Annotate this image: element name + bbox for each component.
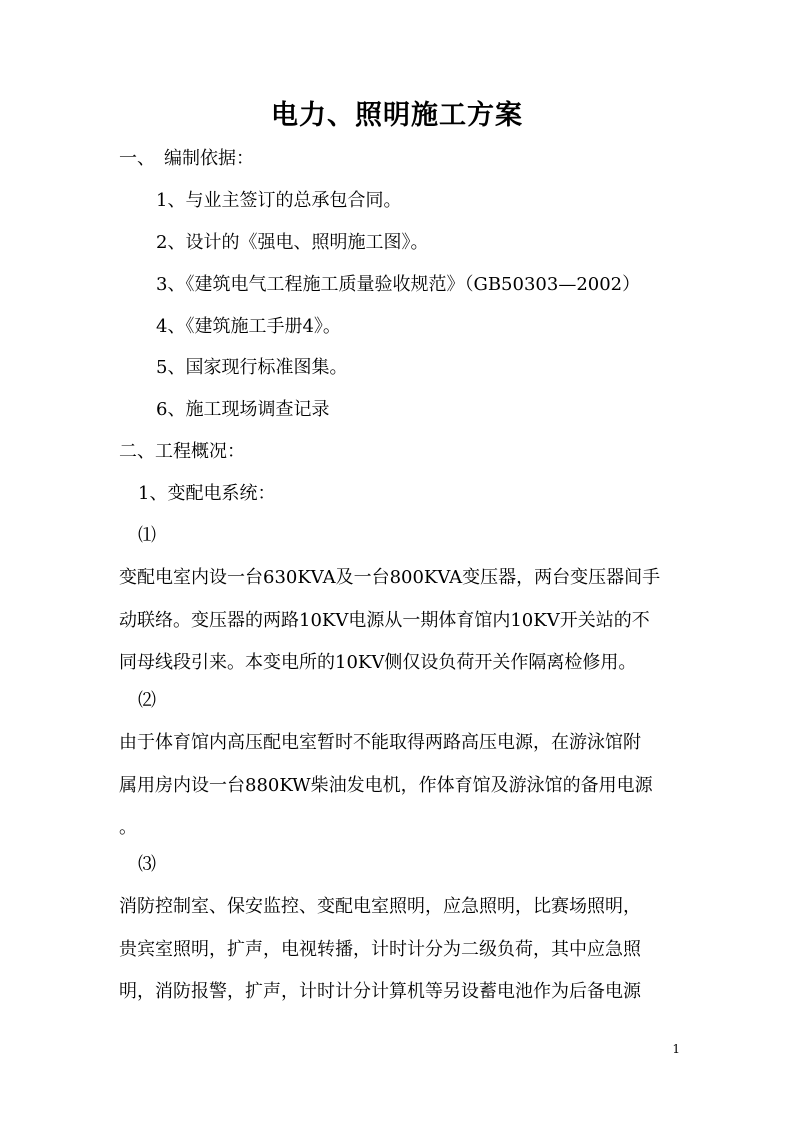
point-2-label: ⑵ xyxy=(138,690,156,711)
paragraph-line: 变配电室内设一台630KVA及一台800KVA变压器，两台变压器间手 xyxy=(119,567,661,588)
basis-item-5: 5、国家现行标准图集。 xyxy=(156,357,348,378)
page-number: 1 xyxy=(672,1042,680,1056)
basis-item-2: 2、设计的《强电、照明施工图》。 xyxy=(156,232,429,253)
paragraph-line: 消防控制室、保安监控、变配电室照明，应急照明，比赛场照明， xyxy=(119,896,641,917)
basis-item-1: 1、与业主签订的总承包合同。 xyxy=(156,190,402,211)
document-title: 电力、照明施工方案 xyxy=(271,100,523,131)
paragraph-line: 属用房内设一台880KW柴油发电机，作体育馆及游泳馆的备用电源 xyxy=(119,774,653,796)
point-2-paragraph xyxy=(119,722,679,850)
point-3-paragraph xyxy=(119,886,679,1014)
basis-item-3: 3、《建筑电气工程施工质量验收规范》（GB50303—2002） xyxy=(156,274,641,295)
point-1-paragraph xyxy=(119,557,679,685)
paragraph-line: 贵宾室照明，扩声，电视转播，计时计分为二级负荷，其中应急照 xyxy=(119,938,641,960)
paragraph-line: 由于体育馆内高压配电室暂时不能取得两路高压电源，在游泳馆附 xyxy=(119,732,641,753)
paragraph-line: 动联络。变压器的两路10KV电源从一期体育馆内10KV开关站的不 xyxy=(119,609,650,631)
point-3-label: ⑶ xyxy=(138,854,156,875)
section-2-subheading: 1、变配电系统： xyxy=(138,483,276,504)
paragraph-line: 。 xyxy=(119,817,137,838)
paragraph-line: 同母线段引来。本变电所的10KV侧仅设负荷开关作隔离检修用。 xyxy=(119,652,637,673)
section-1-heading: 一、 编制依据： xyxy=(119,148,254,169)
basis-item-6: 6、施工现场调查记录 xyxy=(156,399,330,420)
basis-item-4: 4、《建筑施工手册4》。 xyxy=(156,316,341,337)
point-1-label: ⑴ xyxy=(138,525,156,546)
section-2-heading: 二、工程概况： xyxy=(119,441,245,462)
paragraph-line: 明，消防报警，扩声，计时计分计算机等另设蓄电池作为后备电源 xyxy=(119,981,641,1002)
